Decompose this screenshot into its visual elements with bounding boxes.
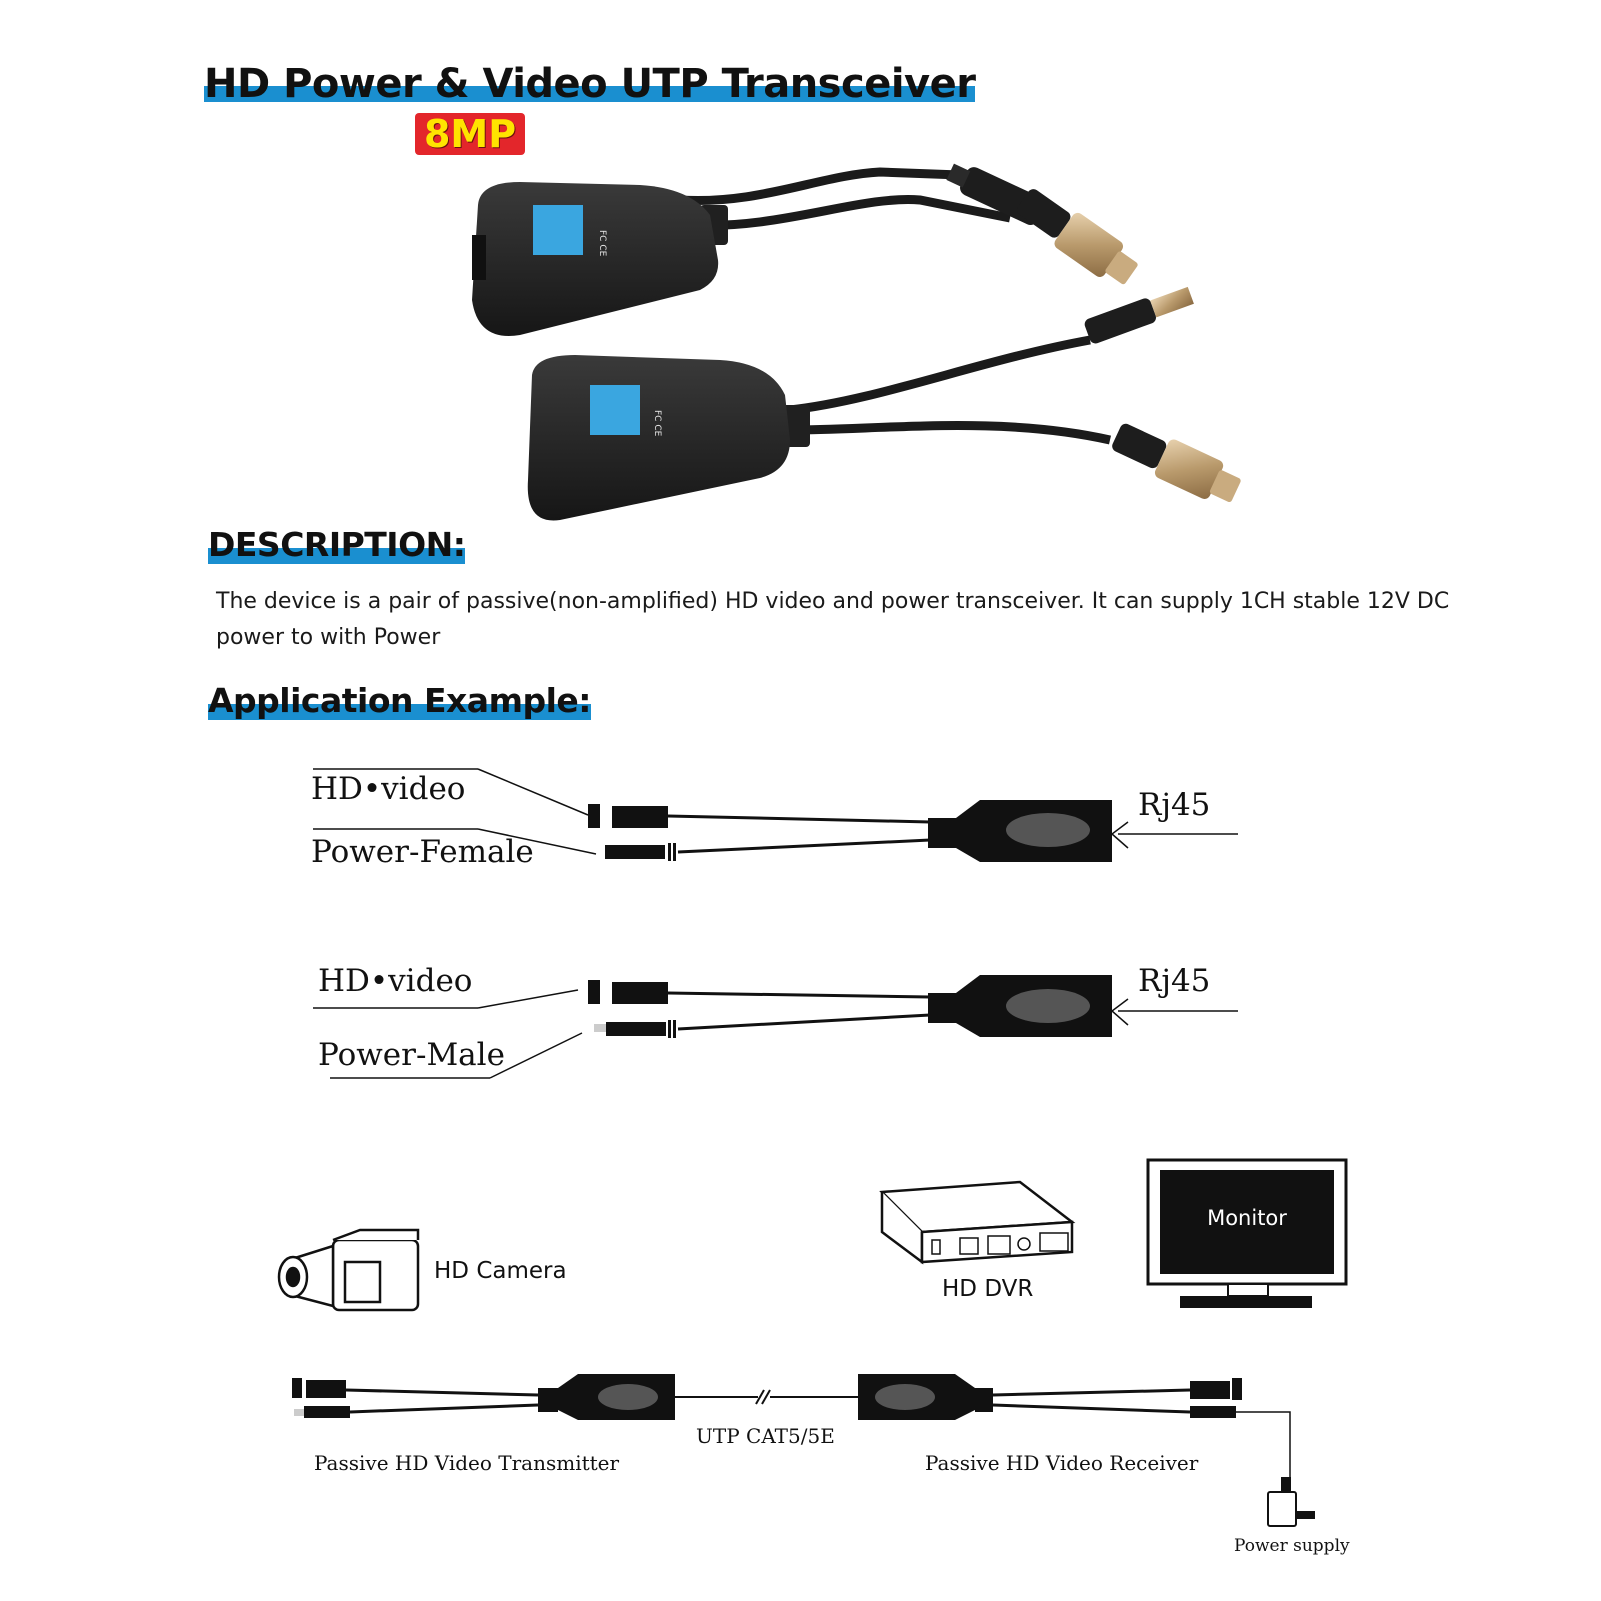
monitor-label: Monitor: [1207, 1206, 1287, 1230]
power-female-label: Power-Female: [311, 834, 534, 870]
hd-video-label-1: HD•video: [311, 771, 466, 807]
power-supply-icon: [1268, 1478, 1314, 1526]
rj45-label-1: Rj45: [1138, 787, 1211, 823]
transmitter-diagram: [292, 1374, 675, 1420]
hd-dvr-label: HD DVR: [942, 1276, 1034, 1302]
camera-icon: [279, 1230, 418, 1310]
page-title: HD Power & Video UTP Transceiver: [204, 61, 976, 107]
receiver-label: Passive HD Video Receiver: [925, 1451, 1199, 1475]
hd-video-label-2: HD•video: [318, 963, 473, 999]
monitor-icon: [1148, 1160, 1346, 1308]
utp-cable: [675, 1390, 858, 1404]
description-heading: DESCRIPTION:: [208, 525, 466, 564]
resolution-badge: 8MP: [415, 113, 525, 155]
svg-text:FC CE: FC CE: [597, 230, 607, 257]
transmitter-label: Passive HD Video Transmitter: [314, 1451, 620, 1475]
power-male-label: Power-Male: [318, 1037, 505, 1073]
svg-text:FC CE: FC CE: [652, 410, 662, 437]
dvr-icon: [882, 1182, 1072, 1262]
power-supply-label: Power supply: [1234, 1536, 1350, 1556]
utp-cable-label: UTP CAT5/5E: [696, 1424, 835, 1448]
rj45-label-2: Rj45: [1138, 963, 1211, 999]
hd-camera-label: HD Camera: [434, 1258, 567, 1284]
description-text: The device is a pair of passive(non-amplified) HD video and power transceiver. It can supply 1CH stable 12V DC power to with Power: [216, 589, 1450, 650]
application-heading: Application Example:: [208, 681, 591, 720]
